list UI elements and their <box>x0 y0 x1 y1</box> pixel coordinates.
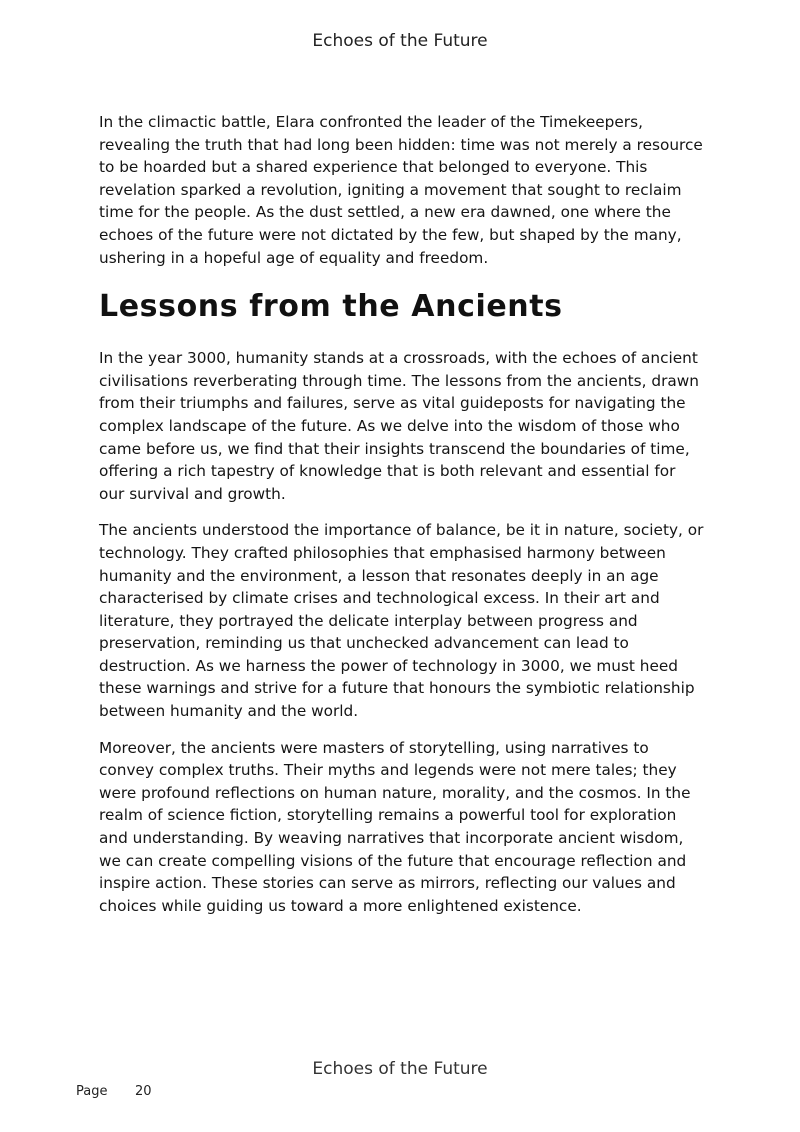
page-number: 20 <box>135 1084 152 1099</box>
running-footer: Echoes of the Future <box>312 1059 488 1079</box>
running-header: Echoes of the Future <box>312 31 488 51</box>
page-content <box>99 111 705 931</box>
page-label: Page <box>76 1084 108 1099</box>
body-paragraph-3: Moreover, the ancients were masters of storytelling, using narratives to convey complex truths. Their myths and legends were not mere tales; they were profound reflections on human nature, morality, and the cosmos. In the realm of science fiction, storytelling remains a powerful tool for exploration and understanding. By weaving narratives that incorporate ancient wisdom, we can create compelling visions of the future that encourage reflection and inspire action. These stories can serve as mirrors, reflecting our values and choices while guiding us toward a more enlightened existence. <box>99 738 691 915</box>
intro-paragraph: In the climactic battle, Elara confronted the leader of the Timekeepers, revealing the truth that had long been hidden: time was not merely a resource to be hoarded but a shared experience that belonged to everyone. This revelation sparked a revolution, igniting a movement that sought to reclaim time for the people. As the dust settled, a new era dawned, one where the echoes of the future were not dictated by the few, but shaped by the many, ushering in a hopeful age of equality and freedom. <box>99 113 703 267</box>
body-paragraph-2: The ancients understood the importance of balance, be it in nature, society, or technology. They crafted philosophies that emphasised harmony between humanity and the environment, a lesson that resonates deeply in an age characterised by climate crises and technological excess. In their art and literature, they portrayed the delicate interplay between progress and preservation, reminding us that unchecked advancement can lead to destruction. As we harness the power of technology in 3000, we must heed these warnings and strive for a future that honours the symbiotic relationship between humanity and the world. <box>99 521 704 721</box>
body-paragraph-1: In the year 3000, humanity stands at a crossroads, with the echoes of ancient civilisations reverberating through time. The lessons from the ancients, drawn from their triumphs and failures, serve as vital guideposts for navigating the complex landscape of the future. As we delve into the wisdom of those who came before us, we find that their insights transcend the boundaries of time, offering a rich tapestry of knowledge that is both relevant and essential for our survival and growth. <box>99 349 699 503</box>
section-heading: Lessons from the Ancients <box>99 289 563 325</box>
